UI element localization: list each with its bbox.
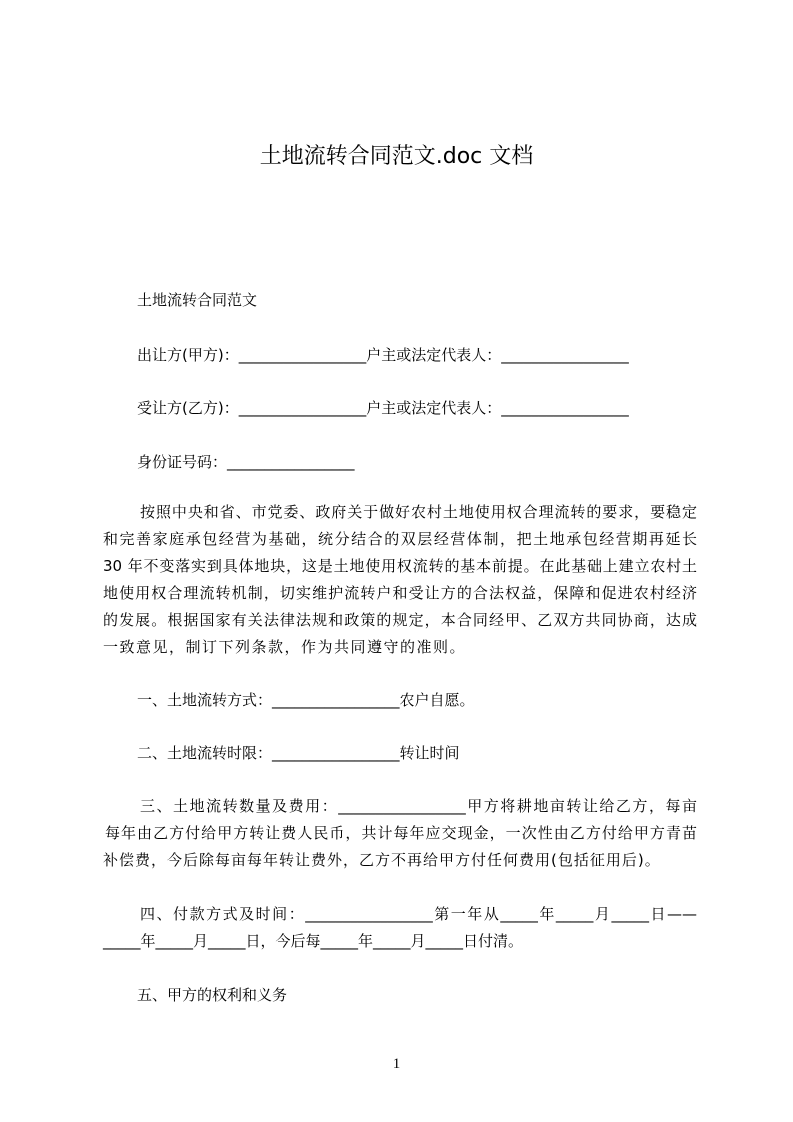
document-title: 土地流转合同范文.doc 文档 bbox=[259, 144, 534, 169]
intro-line: 一致意见，制订下列条款，作为共同遵守的准则。 bbox=[103, 638, 467, 656]
clause-2: 二、土地流转时限：_________________转让时间 bbox=[137, 744, 460, 762]
contract-heading: 土地流转合同范文 bbox=[137, 291, 258, 309]
id-number-line: 身份证号码：_________________ bbox=[137, 453, 355, 471]
clause-5: 五、甲方的权利和义务 bbox=[137, 986, 288, 1004]
page-number: 1 bbox=[392, 1056, 401, 1072]
intro-line: 地使用权合理流转机制，切实维护流转户和受让方的合法权益，保障和促进农村经济 bbox=[103, 584, 697, 602]
party-b-line: 受让方(乙方)：_________________户主或法定代表人：_________________ bbox=[137, 399, 629, 417]
clause-3-line: 三、土地流转数量及费用：_________________甲方将耕地亩转让给乙方，每亩 bbox=[140, 797, 697, 815]
intro-line: 30 年不变落实到具体地块，这是土地使用权流转的基本前提。在此基础上建立农村土 bbox=[103, 557, 697, 575]
clause-3-line: 补偿费，今后除每亩每年转让费外，乙方不再给甲方付任何费用(包括征用后)。 bbox=[103, 851, 661, 869]
intro-line: 和完善家庭承包经营为基础，统分结合的双层经营体制，把土地承包经营期再延长 bbox=[103, 530, 697, 548]
intro-line: 按照中央和省、市党委、政府关于做好农村土地使用权合理流转的要求，要稳定 bbox=[140, 503, 697, 521]
clause-3-line: 每年由乙方付给甲方转让费人民币，共计每年应交现金，一次性由乙方付给甲方青苗 bbox=[105, 824, 697, 842]
party-a-line: 出让方(甲方)：_________________户主或法定代表人：_________________ bbox=[137, 346, 629, 364]
clause-1: 一、土地流转方式：_________________农户自愿。 bbox=[137, 691, 475, 709]
clause-4-line: _____年_____月_____日，今后每_____年_____月_____日付清。 bbox=[103, 932, 524, 950]
intro-line: 的发展。根据国家有关法律法规和政策的规定，本合同经甲、乙双方共同协商，达成 bbox=[103, 611, 697, 629]
clause-4-line: 四、付款方式及时间：_________________第一年从_____年_____月_____日—— bbox=[140, 905, 697, 923]
